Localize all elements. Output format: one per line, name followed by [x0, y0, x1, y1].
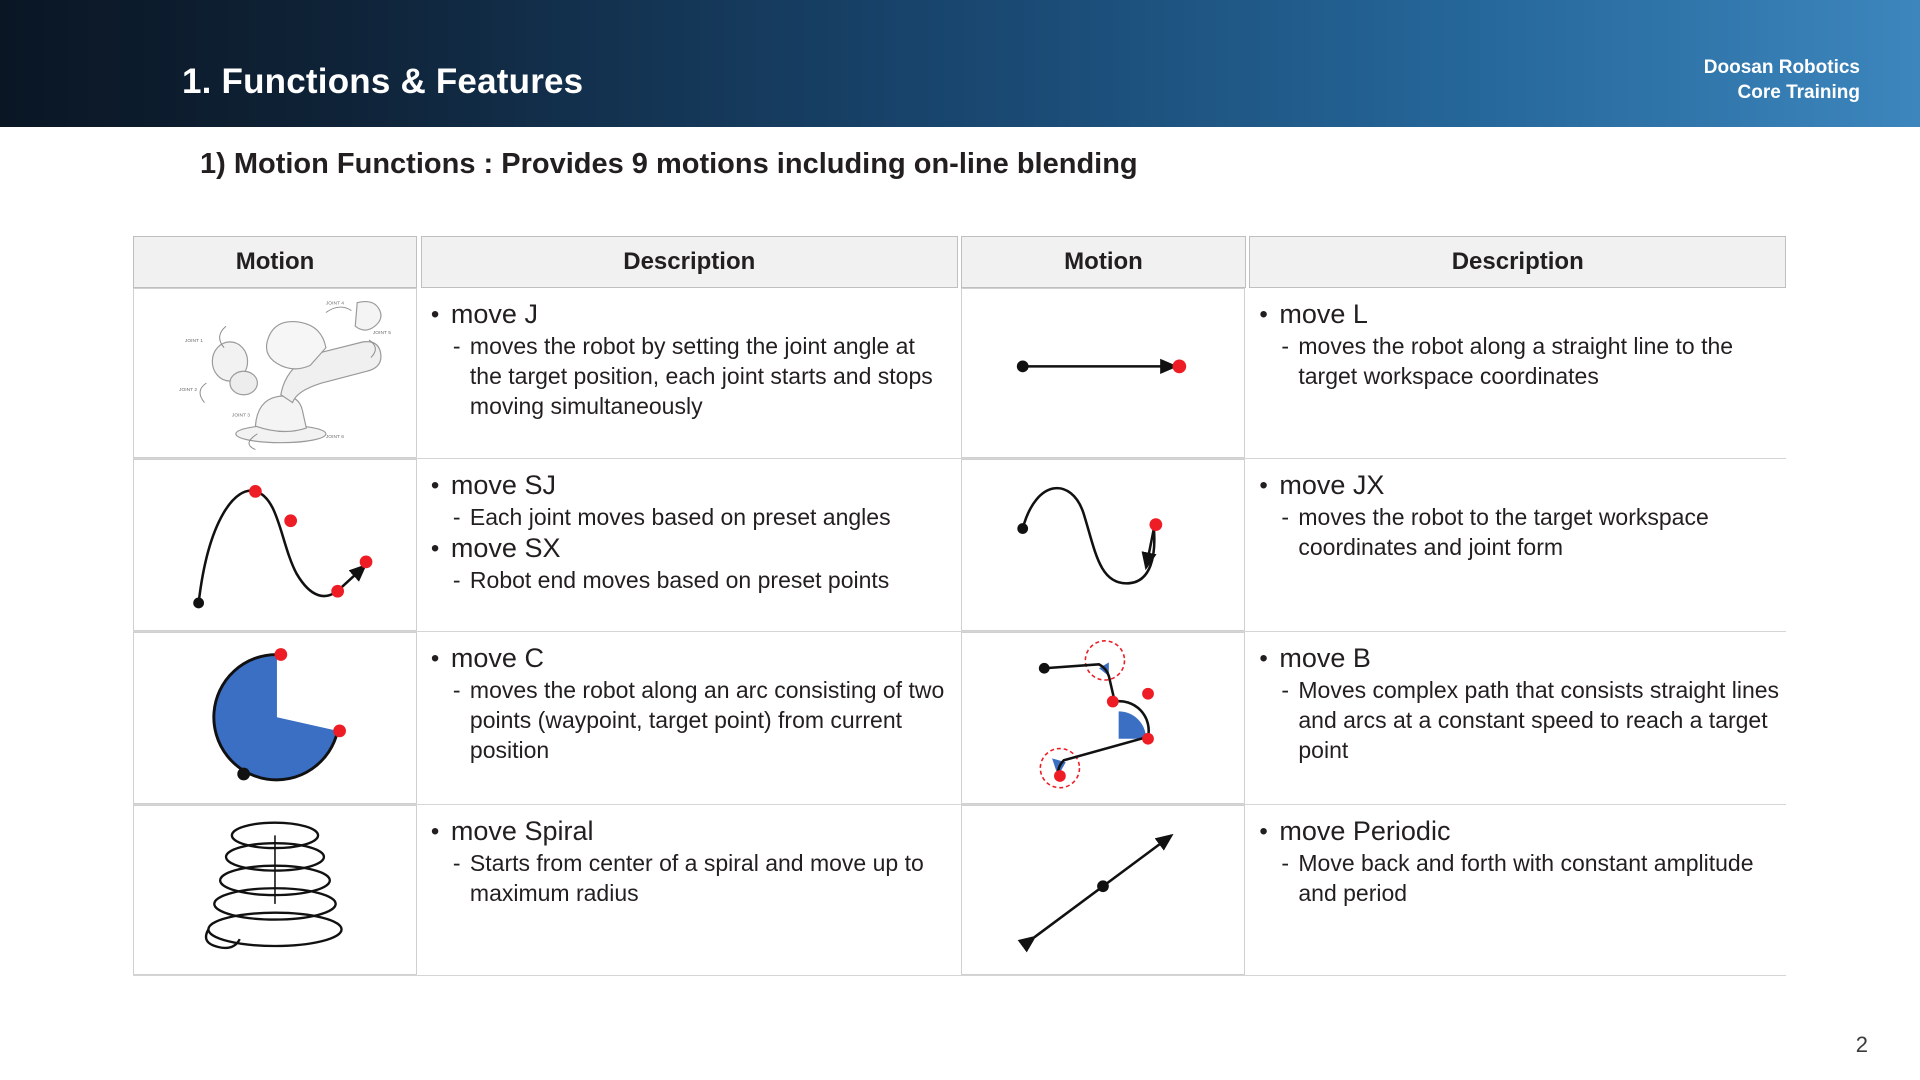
column-header-motion-left: Motion	[133, 236, 417, 288]
table-row	[133, 459, 1786, 632]
motion-functions-table	[133, 236, 1786, 976]
motion-detail-row	[1259, 502, 1780, 562]
svg-text:JOINT 5: JOINT 5	[372, 331, 391, 337]
motion-title-row	[431, 532, 952, 565]
robot-arm-joint-motion-illustration	[134, 289, 416, 455]
motion-detail-row	[1259, 331, 1780, 391]
motion-detail: Move back and forth with constant amplitude and period	[1298, 850, 1754, 906]
motion-detail: moves the robot along an arc consisting of two points (waypoint, target point) from current position	[469, 677, 945, 763]
motion-title-row	[431, 469, 952, 502]
description-cell-move-l	[1249, 288, 1786, 458]
dash-icon: -	[1281, 677, 1290, 703]
motion-detail-row	[431, 331, 952, 421]
brand-line-2: Core Training	[1737, 82, 1860, 103]
bullet-icon: •	[1259, 645, 1268, 672]
motion-title-row	[1259, 642, 1780, 675]
dash-icon: -	[452, 333, 461, 359]
svg-text:JOINT 4: JOINT 4	[325, 301, 344, 307]
description-cell-move-j	[421, 288, 958, 458]
brand-line-1: Doosan Robotics	[1703, 57, 1860, 78]
motion-title-row	[1259, 469, 1780, 502]
motion-detail-row	[431, 848, 952, 908]
bullet-icon: •	[430, 301, 440, 328]
dash-icon: -	[1281, 504, 1290, 530]
dash-icon: -	[1281, 333, 1290, 359]
motion-detail: Each joint moves based on preset angles	[469, 504, 891, 530]
motion-title: move C	[450, 643, 544, 673]
description-cell-move-periodic	[1249, 805, 1786, 975]
motion-title: move SJ	[450, 470, 556, 500]
spline-curve-waypoints-diagram	[134, 460, 416, 628]
double-arrow-periodic-diagram	[962, 806, 1244, 972]
bullet-icon: •	[430, 535, 440, 562]
column-header-motion-right: Motion	[961, 236, 1245, 288]
bullet-icon: •	[430, 472, 440, 499]
table-row	[133, 805, 1786, 976]
motion-detail-row	[1259, 848, 1780, 908]
motion-title-row	[1259, 298, 1780, 331]
table-row	[133, 288, 1786, 459]
dash-icon: -	[452, 677, 461, 703]
description-cell-move-spiral	[421, 805, 958, 975]
motion-detail-row	[431, 502, 952, 532]
motion-detail: moves the robot to the target workspace coordinates and joint form	[1298, 504, 1709, 560]
section-subtitle: 1) Motion Functions : Provides 9 motions including on-line blending	[200, 148, 1138, 180]
column-header-description-left: Description	[421, 236, 958, 288]
bullet-icon: •	[430, 645, 440, 672]
arc-circle-sector-diagram	[134, 633, 416, 801]
motion-title: move SX	[450, 533, 561, 563]
motion-title: move L	[1279, 299, 1368, 329]
dash-icon: -	[452, 504, 461, 530]
motion-detail: Robot end moves based on preset points	[469, 567, 890, 593]
brand-label	[1704, 55, 1860, 105]
blended-path-arcs-diagram	[962, 633, 1244, 801]
motion-icon-cell-move-b	[961, 632, 1245, 804]
dash-icon: -	[1281, 850, 1290, 876]
svg-text:JOINT 1: JOINT 1	[184, 338, 203, 344]
motion-title: move J	[450, 299, 538, 329]
column-header-description-right: Description	[1249, 236, 1786, 288]
motion-detail: Starts from center of a spiral and move up to maximum radius	[469, 850, 924, 906]
motion-detail: moves the robot along a straight line to the target workspace coordinates	[1298, 333, 1734, 389]
s-curve-path-diagram	[962, 460, 1244, 628]
description-cell-move-c	[421, 632, 958, 804]
motion-title: move B	[1279, 643, 1371, 673]
description-cell-move-jx	[1249, 459, 1786, 631]
motion-detail: moves the robot by setting the joint angle at the target position, each joint starts and stops moving simultaneously	[469, 333, 933, 419]
svg-text:JOINT 2: JOINT 2	[179, 387, 198, 393]
motion-title: move Spiral	[450, 816, 594, 846]
motion-icon-cell-move-periodic	[961, 805, 1245, 975]
table-row	[133, 632, 1786, 805]
motion-icon-cell-move-jx	[961, 459, 1245, 631]
motion-icon-cell-move-spiral	[133, 805, 417, 975]
motion-detail: Moves complex path that consists straight lines and arcs at a constant speed to reach a target point	[1298, 677, 1780, 763]
motion-title-row	[431, 298, 952, 331]
svg-text:JOINT 3: JOINT 3	[231, 413, 250, 419]
motion-detail-row	[1259, 675, 1780, 765]
motion-title-row	[1259, 815, 1780, 848]
dash-icon: -	[452, 567, 461, 593]
motion-icon-cell-move-l	[961, 288, 1245, 458]
bullet-icon: •	[1259, 472, 1268, 499]
motion-icon-cell-move-c	[133, 632, 417, 804]
svg-text:JOINT 6: JOINT 6	[325, 434, 344, 440]
motion-title-row	[431, 642, 952, 675]
motion-detail-row	[431, 675, 952, 765]
straight-line-arrow-diagram	[962, 289, 1244, 455]
slide-header-bar	[0, 0, 1920, 127]
motion-icon-cell-move-sj	[133, 459, 417, 631]
motion-title-row	[431, 815, 952, 848]
bullet-icon: •	[1259, 301, 1268, 328]
bullet-icon: •	[1259, 818, 1268, 845]
motion-title: move JX	[1279, 470, 1385, 500]
description-cell-move-b	[1249, 632, 1786, 804]
motion-icon-cell-move-j	[133, 288, 417, 458]
page-title: 1. Functions & Features	[182, 62, 584, 101]
dash-icon: -	[452, 850, 461, 876]
description-cell-move-sj-sx	[421, 459, 958, 631]
motion-title: move Periodic	[1279, 816, 1451, 846]
bullet-icon: •	[430, 818, 440, 845]
table-header-row	[133, 236, 1786, 288]
spiral-coil-diagram	[134, 806, 416, 972]
page-number: 2	[1855, 1032, 1868, 1057]
motion-detail-row	[431, 565, 952, 595]
